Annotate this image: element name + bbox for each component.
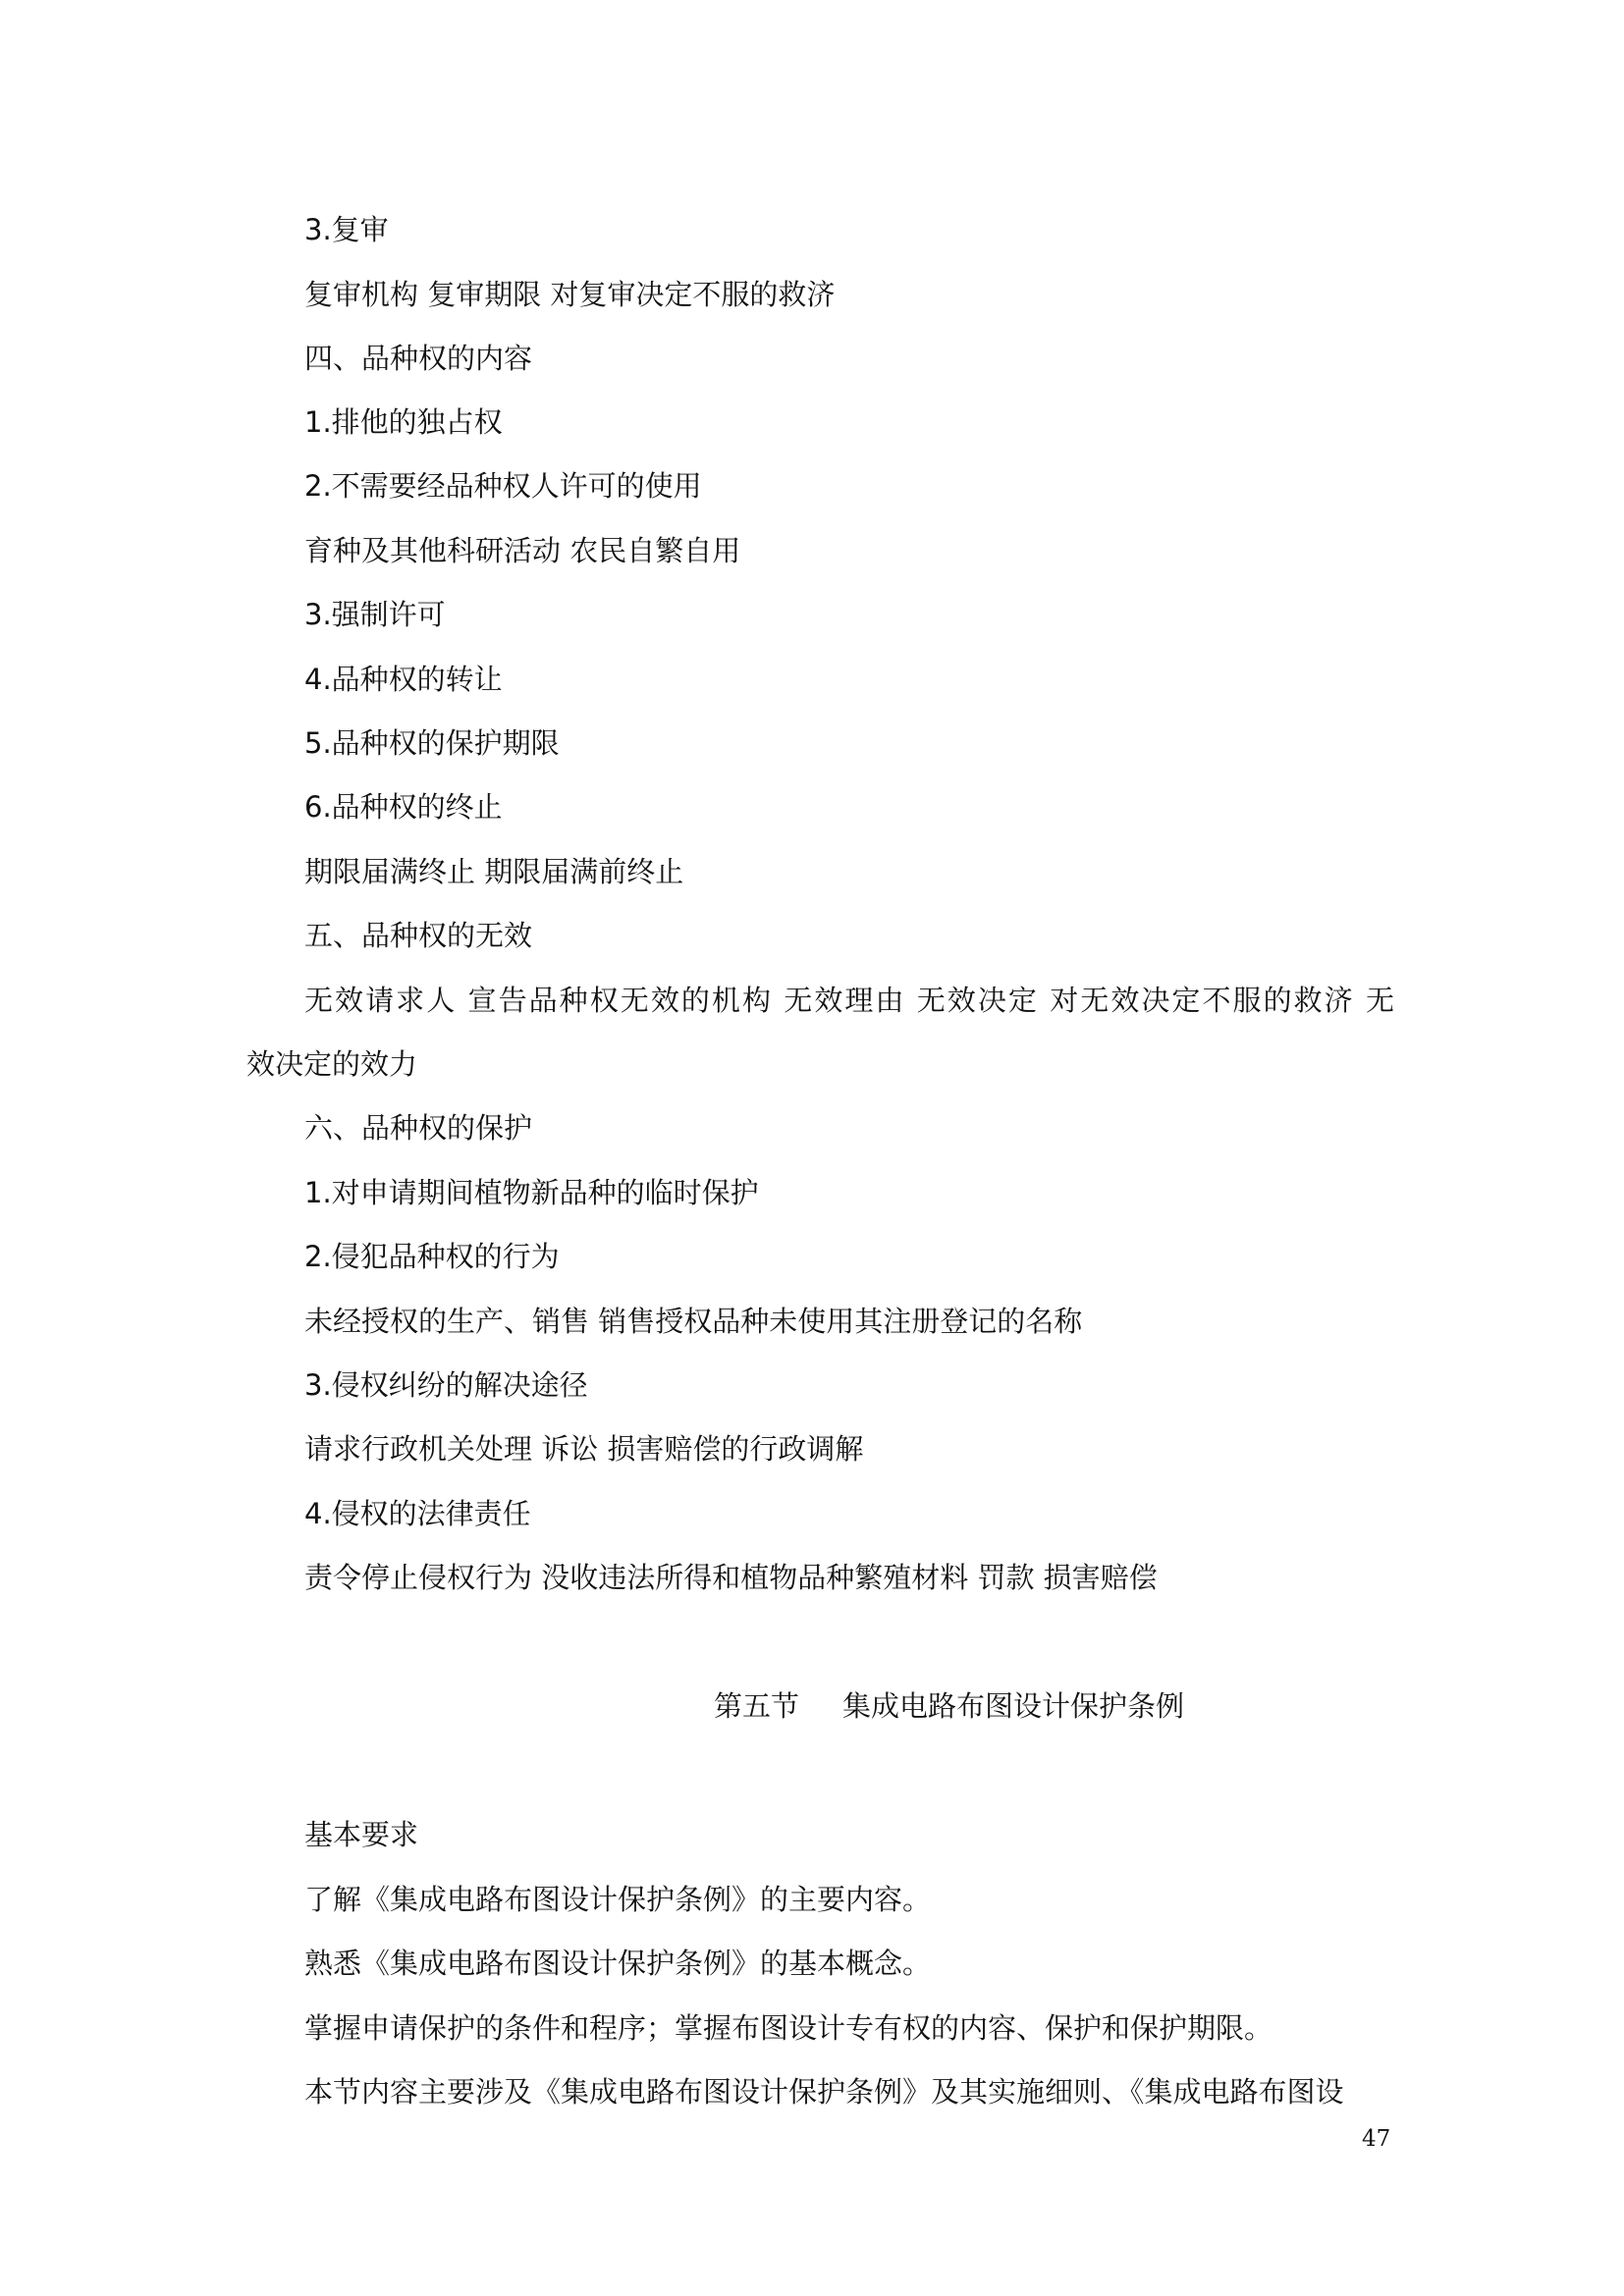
text-line-6: 育种及其他科研活动 农民自繁自用 (304, 534, 741, 567)
page-number: 47 (1362, 2126, 1391, 2152)
text-line-16: 1.对申请期间植物新品种的临时保护 (304, 1176, 759, 1209)
text-line-2: 复审机构 复审期限 对复审决定不服的救济 (304, 278, 836, 311)
text-line-15: 六、品种权的保护 (304, 1111, 533, 1145)
text-line-21: 4.侵权的法律责任 (304, 1497, 531, 1530)
requirements-heading: 基本要求 (304, 1818, 419, 1851)
text-line-4: 1.排他的独占权 (304, 405, 503, 439)
section-number: 第五节 (714, 1689, 800, 1723)
requirement-line-1: 了解《集成电路布图设计保护条例》的主要内容。 (304, 1883, 932, 1916)
text-line-14: 效决定的效力 (246, 1047, 418, 1081)
text-line-13: 无效请求人 宣告品种权无效的机构 无效理由 无效决定 对无效决定不服的救济 无 (304, 984, 1394, 1017)
section-heading (714, 1686, 1184, 1726)
text-line-22: 责令停止侵权行为 没收违法所得和植物品种繁殖材料 罚款 损害赔偿 (304, 1561, 1158, 1594)
text-line-19: 3.侵权纠纷的解决途径 (304, 1368, 588, 1402)
text-line-12: 五、品种权的无效 (304, 919, 533, 952)
text-line-18: 未经授权的生产、销售 销售授权品种未使用其注册登记的名称 (304, 1305, 1083, 1338)
section-title-text: 集成电路布图设计保护条例 (842, 1689, 1185, 1723)
text-line-10: 6.品种权的终止 (304, 790, 503, 824)
text-line-1: 3.复审 (304, 213, 389, 246)
text-line-7: 3.强制许可 (304, 598, 446, 631)
text-line-8: 4.品种权的转让 (304, 663, 503, 696)
text-line-20: 请求行政机关处理 诉讼 损害赔偿的行政调解 (304, 1432, 864, 1466)
requirement-line-2: 熟悉《集成电路布图设计保护条例》的基本概念。 (304, 1947, 932, 1980)
content-line: 本节内容主要涉及《集成电路布图设计保护条例》及其实施细则、《集成电路布图设 (304, 2075, 1344, 2109)
text-line-5: 2.不需要经品种权人许可的使用 (304, 469, 702, 503)
text-line-3: 四、品种权的内容 (304, 342, 533, 375)
text-line-17: 2.侵犯品种权的行为 (304, 1240, 560, 1273)
text-line-11: 期限届满终止 期限届满前终止 (304, 855, 684, 888)
requirement-line-3: 掌握申请保护的条件和程序；掌握布图设计专有权的内容、保护和保护期限。 (304, 2011, 1273, 2045)
text-line-9: 5.品种权的保护期限 (304, 726, 560, 760)
